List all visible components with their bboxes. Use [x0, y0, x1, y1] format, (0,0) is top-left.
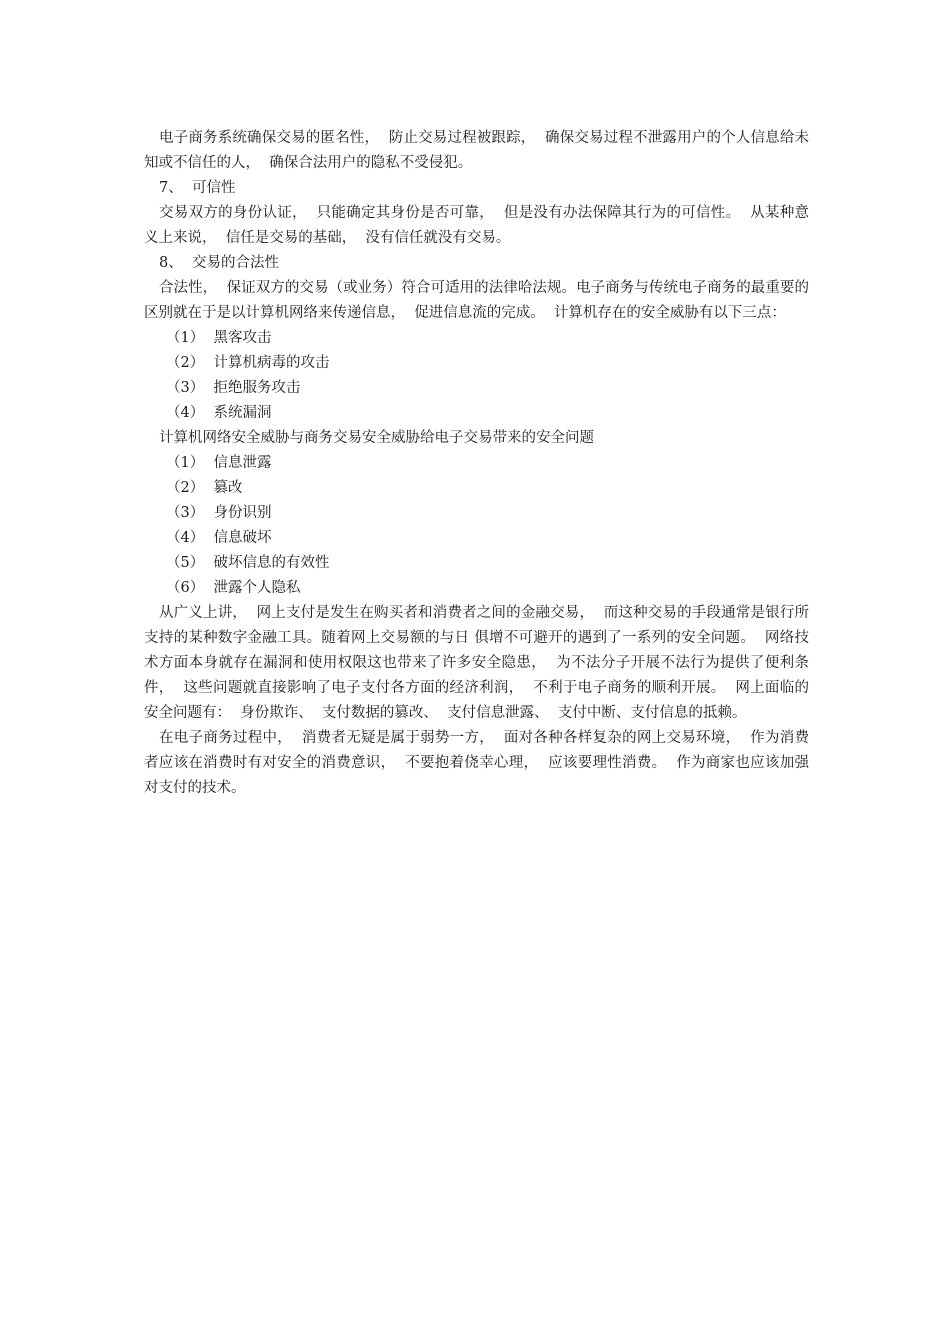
- paragraph-network-threats: 计算机网络安全威胁与商务交易安全威胁给电子交易带来的安全问题: [159, 430, 594, 446]
- paragraph-trust: 交易双方的身份认证， 只能确定其身份是否可靠， 但是没有办法保障其行为的可信性。 从某种意义上来说， 信任是交易的基础， 没有信任就没有交易。: [144, 205, 809, 246]
- list-item: （1） 信息泄露: [166, 455, 272, 471]
- paragraph-consumer: 在电子商务过程中， 消费者无疑是属于弱势一方， 面对各种各样复杂的网上交易环境， 作为消费者应该在消费时有对安全的消费意识， 不要抱着侥幸心理， 应该要理性消费。 作为商家也应该加强对支付的技术。: [144, 730, 809, 796]
- list-item: （4） 系统漏洞: [166, 405, 272, 421]
- paragraph-legality: 合法性， 保证双方的交易（或业务）符合可适用的法律哈法规。电子商务与传统电子商务的最重要的区别就在于是以计算机网络来传递信息， 促进信息流的完成。 计算机存在的安全威胁有以下三点：: [144, 280, 809, 321]
- document-page: [144, 126, 809, 801]
- list-item: （6） 泄露个人隐私: [166, 580, 301, 596]
- paragraph-anonymity: 电子商务系统确保交易的匿名性， 防止交易过程被跟踪， 确保交易过程不泄露用户的个人信息给未知或不信任的人， 确保合法用户的隐私不受侵犯。: [144, 130, 809, 171]
- list-item: （2） 计算机病毒的攻击: [166, 355, 330, 371]
- list-item: （3） 身份识别: [166, 505, 272, 521]
- list-item: （3） 拒绝服务攻击: [166, 380, 301, 396]
- threat-list: [144, 326, 809, 426]
- list-item: （5） 破坏信息的有效性: [166, 555, 330, 571]
- heading-legality: 8、 交易的合法性: [159, 255, 279, 271]
- list-item: （4） 信息破坏: [166, 530, 272, 546]
- problem-list: [144, 451, 809, 601]
- list-item: （2） 篡改: [166, 480, 243, 496]
- list-item: （1） 黑客攻击: [166, 330, 272, 346]
- paragraph-payment: 从广义上讲， 网上支付是发生在购买者和消费者之间的金融交易， 而这种交易的手段通常是银行所支持的某种数字金融工具。随着网上交易额的与日 俱增不可避开的遇到了一系列的安全问题。 网络技术方面本身就存在漏洞和使用权限这也带来了许多安全隐患， 为不法分子开展不法行为提供了便利条件， 这些问题就直接影响了电子支付各方面的经济利润， 不利于电子商务的顺利开展。 网上面临的安全问题有： 身份欺诈、 支付数据的篡改、 支付信息泄露、 支付中断、支付信息的抵赖。: [144, 605, 809, 721]
- heading-trustworthiness: 7、 可信性: [159, 180, 236, 196]
